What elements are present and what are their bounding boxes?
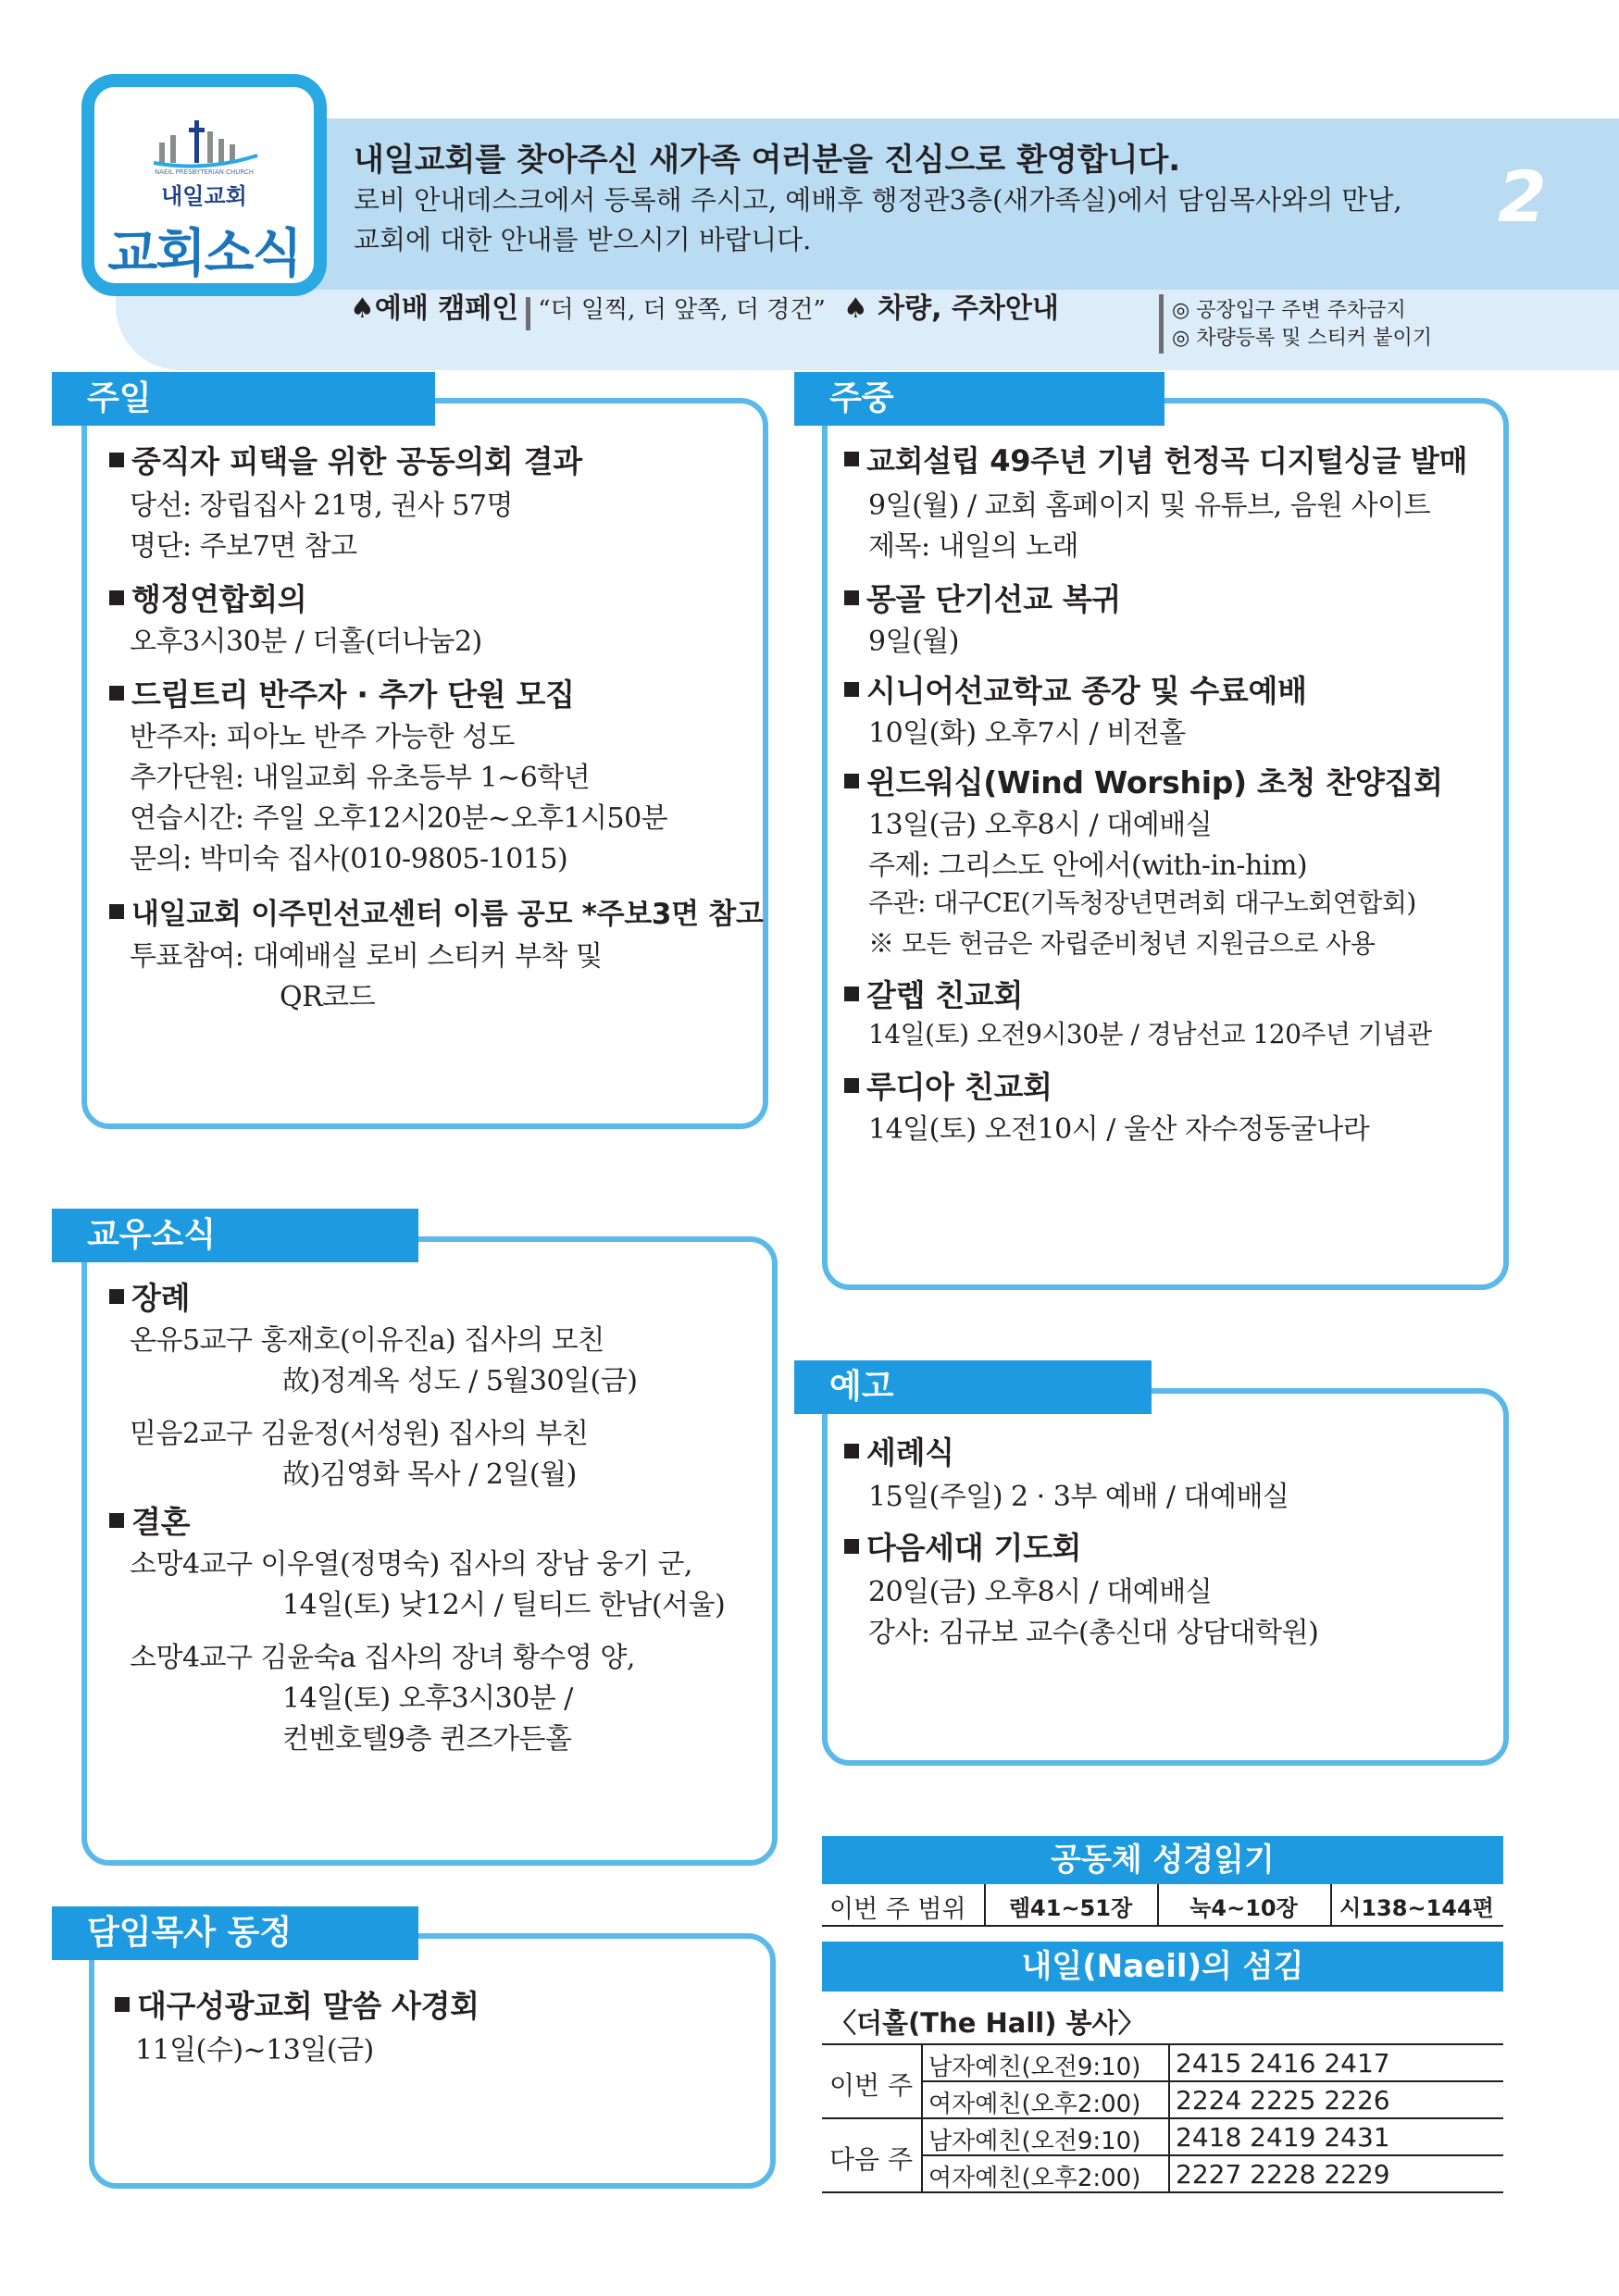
- item-line: 당선: 장립집사 21명, 권사 57명: [130, 490, 513, 522]
- page-number: 2: [1498, 155, 1547, 238]
- bullet-icon: [844, 682, 859, 697]
- preview-tab: 예고: [794, 1360, 1152, 1414]
- bullet-icon: [109, 453, 124, 467]
- bullet-icon: [109, 686, 124, 701]
- item-line: 9일(월): [868, 626, 959, 658]
- service-numbers: 2227 2228 2229: [1176, 2159, 1390, 2190]
- item-line: 14일(토) 낮12시 / 틸티드 한남(서울): [282, 1589, 726, 1621]
- table-line: [822, 2117, 1503, 2119]
- item-title: 중직자 피택을 위한 공동의회 결과: [109, 438, 582, 481]
- welcome-line: 교회에 대한 안내를 받으시기 바랍니다.: [354, 224, 812, 255]
- logo-box: [81, 74, 327, 296]
- item-line: 14일(토) 오후3시30분 /: [282, 1682, 573, 1715]
- item-line: 9일(월) / 교회 홈페이지 및 유튜브, 음원 사이트: [868, 490, 1431, 522]
- item-line: 연습시간: 주일 오후12시20분~오후1시50분: [130, 802, 668, 835]
- welcome-line: 로비 안내데스크에서 등록해 주시고, 예배후 행정관3층(새가족실)에서 담임목사와의 만남,: [354, 184, 1402, 216]
- item-line: 믿음2교구 김윤정(서성원) 집사의 부친: [130, 1418, 589, 1450]
- item-title: 시니어선교학교 종강 및 수료예배: [844, 667, 1307, 711]
- item-title: 교회설립 49주년 기념 헌정곡 디지털싱글 발매: [844, 438, 1467, 480]
- item-title: 장례: [109, 1274, 190, 1318]
- table-line: [1168, 2043, 1170, 2193]
- table-line: [921, 2043, 923, 2193]
- bible-reading-title: 공동체 성경읽기: [822, 1836, 1503, 1884]
- bullet-icon: [109, 1513, 124, 1528]
- item-line: 소망4교구 이우열(정명숙) 집사의 장남 웅기 군,: [130, 1548, 692, 1581]
- item-title: 루디아 친교회: [844, 1063, 1052, 1107]
- bullet-icon: [844, 774, 859, 788]
- weekday-tab: 주중: [794, 372, 1164, 426]
- service-week: 이번 주: [829, 2070, 914, 2101]
- table-line: [822, 2043, 1503, 2045]
- bullet-icon: [844, 1539, 859, 1554]
- welcome-title: 내일교회를 찾아주신 새가족 여러분을 진심으로 환영합니다.: [354, 142, 1181, 179]
- service-numbers: 2418 2419 2431: [1176, 2122, 1390, 2153]
- bullet-icon: [109, 904, 124, 919]
- service-group: 여자예친(오후2:00): [928, 2165, 1141, 2192]
- service-title: 내일(Naeil)의 섬김: [822, 1942, 1503, 1992]
- item-line: 11일(수)~13일(금): [135, 2034, 374, 2066]
- table-line: [822, 1925, 1503, 1927]
- bullet-icon: [844, 590, 859, 605]
- item-title: 윈드워십(Wind Worship) 초청 찬양집회: [844, 759, 1443, 802]
- parking-label: ♠ 차량, 주차안내: [842, 292, 1059, 325]
- logo-subtitle: NAEIL PRESBYTERIAN CHURCH: [154, 168, 255, 176]
- divider: [1159, 294, 1164, 354]
- item-line: 반주자: 피아노 반주 가능한 성도: [130, 721, 515, 753]
- campaign-label: ♠예배 캠페인: [350, 292, 519, 325]
- item-line: 컨벤호텔9층 퀸즈가든홀: [282, 1723, 572, 1756]
- item-title: 세례식: [844, 1429, 954, 1472]
- item-line: QR코드: [280, 981, 376, 1013]
- divider: [526, 297, 530, 330]
- item-line: 강사: 김규보 교수(총신대 상담대학원): [868, 1617, 1319, 1649]
- bullet-icon: [844, 1078, 859, 1093]
- bullet-icon: [109, 1289, 124, 1304]
- parking-note: ◎ 차량등록 및 스티커 붙이기: [1172, 327, 1432, 350]
- item-line: 주제: 그리스도 안에서(with-in-him): [868, 850, 1308, 882]
- item-title: 대구성광교회 말씀 사경회: [115, 1982, 479, 2026]
- bullet-icon: [844, 452, 859, 466]
- campaign-row: [350, 285, 1059, 325]
- item-title: 몽골 단기선교 복귀: [844, 576, 1121, 619]
- item-line: 온유5교구 홍재호(이유진a) 집사의 모친: [130, 1324, 604, 1357]
- bible-range: 눅4~10장: [1189, 1895, 1298, 1921]
- item-line: 14일(토) 오전9시30분 / 경남선교 120주년 기념관: [868, 1019, 1432, 1049]
- bible-range: 시138~144편: [1339, 1895, 1494, 1921]
- item-line: 故)김영화 목사 / 2일(월): [282, 1458, 577, 1491]
- service-numbers: 2224 2225 2226: [1176, 2085, 1390, 2116]
- church-logo-icon: [152, 115, 259, 170]
- bible-row-label: 이번 주 범위: [829, 1895, 966, 1924]
- item-line: 15일(주일) 2 · 3부 예배 / 대예배실: [868, 1481, 1289, 1513]
- bullet-icon: [115, 1997, 130, 2012]
- item-line: 투표참여: 대예배실 로비 스티커 부착 및: [130, 940, 603, 973]
- pastor-tab: 담임목사 동정: [52, 1906, 418, 1960]
- service-group: 남자예친(오전9:10): [928, 2128, 1141, 2155]
- service-group: 남자예친(오전9:10): [928, 2054, 1141, 2081]
- item-title: 다음세대 기도회: [844, 1524, 1081, 1568]
- service-subtitle: 〈더홀(The Hall) 봉사〉: [829, 2007, 1145, 2039]
- parking-note: ◎ 공장입구 주변 주차금지: [1172, 299, 1406, 322]
- item-line: 소망4교구 김윤숙a 집사의 장녀 황수영 양,: [130, 1642, 635, 1674]
- campaign-slogan: “더 일찍, 더 앞쪽, 더 경건”: [538, 296, 826, 324]
- members-tab: 교우소식: [52, 1209, 418, 1262]
- bible-range: 렘41~51장: [1008, 1895, 1133, 1921]
- item-title: 드림트리 반주자 · 추가 단원 모집: [109, 671, 575, 714]
- item-line: 제목: 내일의 노래: [868, 530, 1079, 563]
- logo-name: 내일교회: [161, 183, 247, 209]
- service-week: 다음 주: [829, 2144, 914, 2175]
- table-line: [822, 2191, 1503, 2193]
- item-line: 주관: 대구CE(기독청장년면려회 대구노회연합회): [868, 887, 1416, 918]
- item-line: 20일(금) 오후8시 / 대예배실: [868, 1576, 1213, 1608]
- bullet-icon: [844, 1444, 859, 1458]
- item-title: 행정연합회의: [109, 576, 306, 619]
- item-line: 14일(토) 오전10시 / 울산 자수정동굴나라: [868, 1113, 1370, 1146]
- item-line: 문의: 박미숙 집사(010-9805-1015): [130, 843, 568, 875]
- item-line: 故)정계옥 성도 / 5월30일(금): [282, 1365, 638, 1397]
- item-line: 10일(화) 오후7시 / 비전홀: [868, 717, 1186, 750]
- item-title: 내일교회 이주민선교센터 이름 공모 *주보3면 참고: [109, 890, 764, 932]
- service-numbers: 2415 2416 2417: [1176, 2048, 1390, 2079]
- bullet-icon: [844, 987, 859, 1001]
- item-line: 13일(금) 오후8시 / 대예배실: [868, 809, 1213, 841]
- item-title: 결혼: [109, 1498, 190, 1542]
- item-line: 명단: 주보7면 참고: [130, 530, 357, 563]
- item-line: 추가단원: 내일교회 유초등부 1~6학년: [130, 762, 591, 794]
- service-group: 여자예친(오후2:00): [928, 2091, 1141, 2118]
- page-title: 교회소식: [107, 224, 301, 284]
- item-line: ※ 모든 헌금은 자립준비청년 지원금으로 사용: [868, 928, 1376, 959]
- bullet-icon: [109, 590, 124, 605]
- item-line: 오후3시30분 / 더홀(더나눔2): [130, 626, 482, 658]
- sunday-tab: 주일: [52, 372, 435, 426]
- item-title: 갈렙 친교회: [844, 972, 1023, 1015]
